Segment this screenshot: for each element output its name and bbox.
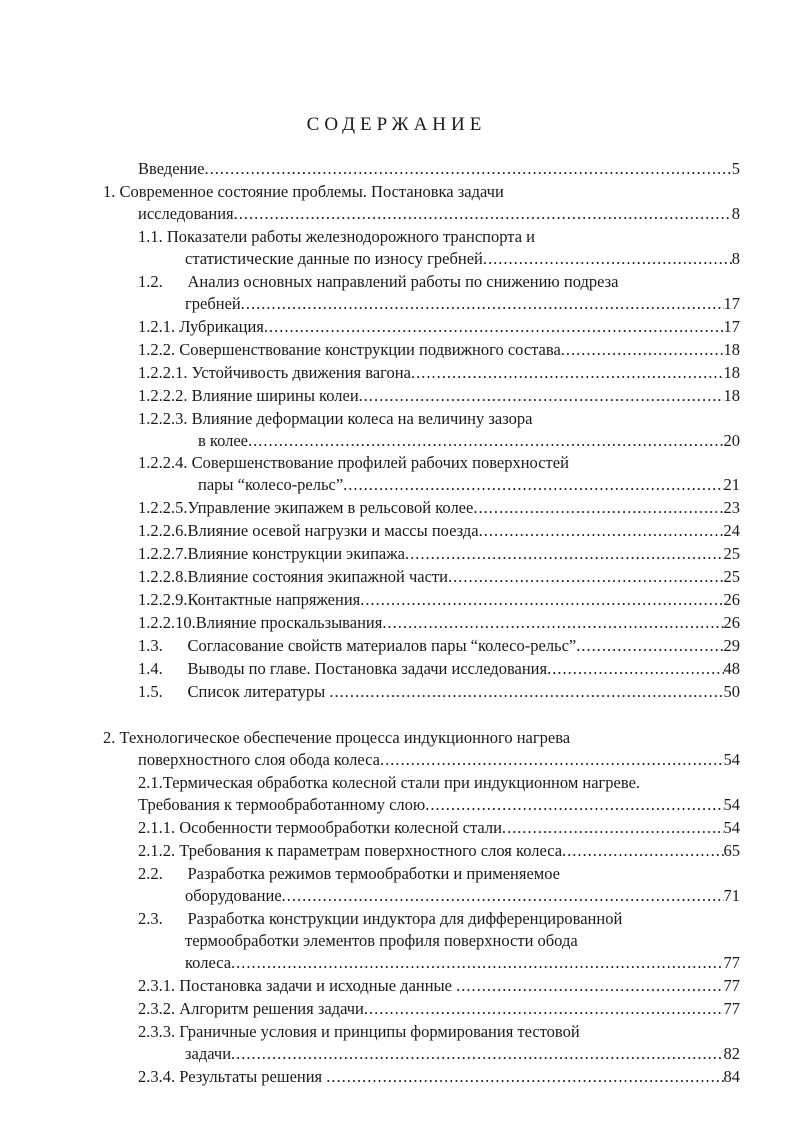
leader-dots [448, 566, 724, 588]
entry-page: 18 [723, 363, 740, 382]
toc-entry [138, 658, 740, 680]
entry-page: 8 [731, 249, 740, 268]
entry-text: колеса [185, 953, 232, 972]
toc-entry [138, 339, 740, 361]
toc-entry [138, 203, 740, 225]
toc-entry [138, 316, 740, 338]
leader-dots [205, 158, 732, 180]
toc-entry [138, 681, 740, 703]
entry-text: 1.2.2.9.Контактные напряжения [138, 590, 361, 609]
entry-text: 2.1.2. Требования к параметрам поверхностного слоя колеса [138, 841, 563, 860]
entry-page: 77 [723, 976, 740, 995]
leader-dots [561, 339, 724, 361]
entry-page: 26 [723, 613, 740, 632]
entry-page: 29 [723, 636, 740, 655]
entry-text: 1.2.1. Лубрикация [138, 317, 264, 336]
entry-text: исследования [138, 204, 234, 223]
toc-entry [138, 543, 740, 565]
leader-dots [411, 362, 724, 384]
toc-chapter-heading: 1. Современное состояние проблемы. Постановка задачи [103, 182, 504, 201]
entry-text: пары “колесо-рельс” [198, 475, 344, 494]
toc-entry-line: 1.2.2.3. Влияние деформации колеса на величину зазора [138, 409, 533, 428]
toc-entry [138, 385, 740, 407]
toc-entry [185, 248, 740, 270]
entry-page: 54 [723, 818, 740, 837]
toc-entry [185, 1043, 740, 1065]
entry-text: статистические данные по износу гребней [185, 249, 483, 268]
leader-dots [456, 975, 723, 997]
toc-entry [138, 362, 740, 384]
entry-text: 1.2.2.7.Влияние конструкции экипажа [138, 544, 405, 563]
leader-dots [425, 794, 723, 816]
entry-page: 71 [723, 886, 740, 905]
leader-dots [359, 385, 724, 407]
toc-entry [138, 589, 740, 611]
leader-dots [479, 520, 724, 542]
entry-page: 20 [723, 431, 740, 450]
toc-entry [138, 975, 740, 997]
toc-entry [138, 817, 740, 839]
toc-entry [138, 612, 740, 634]
page-title: СОДЕРЖАНИЕ [306, 114, 487, 135]
entry-page: 18 [723, 386, 740, 405]
entry-page: 26 [723, 590, 740, 609]
entry-text: гребней [185, 294, 241, 313]
toc-entry-line: 1.2. Анализ основных направлений работы по снижению подреза [138, 272, 619, 291]
entry-text: 1.2.2.2. Влияние ширины колеи [138, 386, 359, 405]
toc-entry [138, 158, 740, 180]
entry-text: в колее [198, 431, 249, 450]
entry-text: 1.2.2.5.Управление экипажем в рельсовой колее [138, 498, 474, 517]
toc-entry [138, 566, 740, 588]
leader-dots [231, 1043, 723, 1065]
leader-dots [364, 998, 724, 1020]
entry-text: 1.2.2. Совершенствование конструкции подвижного состава [138, 340, 561, 359]
toc-entry [138, 1066, 740, 1088]
leader-dots [234, 203, 732, 225]
toc-entry-line: 2.3.3. Граничные условия и принципы формирования тестовой [138, 1022, 580, 1041]
entry-page: 54 [723, 750, 740, 769]
entry-page: 17 [723, 317, 740, 336]
toc-entry-line: 1.1. Показатели работы железнодорожного транспорта и [138, 227, 535, 246]
entry-text: 1.2.2.8.Влияние состояния экипажной части [138, 567, 448, 586]
entry-page: 25 [723, 567, 740, 586]
toc-entry [138, 749, 740, 771]
entry-text: 1.2.2.6.Влияние осевой нагрузки и массы поезда [138, 521, 479, 540]
entry-page: 18 [723, 340, 740, 359]
entry-text: 2.1.1. Особенности термообработки колесной стали [138, 818, 502, 837]
toc-entry [138, 794, 740, 816]
entry-page: 24 [723, 521, 740, 540]
leader-dots [360, 589, 723, 611]
entry-text: задачи [185, 1044, 232, 1063]
entry-page: 23 [723, 498, 740, 517]
leader-dots [473, 497, 723, 519]
leader-dots [264, 316, 724, 338]
entry-page: 65 [723, 841, 740, 860]
leader-dots [329, 681, 723, 703]
toc-entry-line: 2.2. Разработка режимов термообработки и применяемое [138, 864, 560, 883]
toc-entry [185, 293, 740, 315]
toc-entry [198, 430, 740, 452]
leader-dots [562, 840, 723, 862]
entry-page: 21 [723, 475, 740, 494]
leader-dots [326, 1066, 723, 1088]
leader-dots [380, 749, 724, 771]
entry-page: 8 [731, 204, 740, 223]
entry-page: 50 [723, 682, 740, 701]
toc-chapter-heading: 2. Технологическое обеспечение процесса индукционного нагрева [103, 728, 571, 747]
leader-dots [382, 612, 723, 634]
toc-entry [185, 952, 740, 974]
entry-text: 1.5. Список литературы [138, 682, 330, 701]
entry-page: 54 [723, 795, 740, 814]
toc-entry [198, 474, 740, 496]
entry-text: Требования к термообработанному слою [138, 795, 426, 814]
toc-entry-line: 2.1.Термическая обработка колесной стали при индукционном нагреве. [138, 773, 641, 792]
entry-page: 77 [723, 999, 740, 1018]
leader-dots [231, 952, 723, 974]
toc-entry [138, 520, 740, 542]
toc-entry [138, 497, 740, 519]
leader-dots [282, 885, 724, 907]
leader-dots [502, 817, 724, 839]
entry-page: 77 [723, 953, 740, 972]
toc-entry [138, 840, 740, 862]
toc-entry [185, 885, 740, 907]
entry-page: 25 [723, 544, 740, 563]
entry-text: Введение [138, 159, 205, 178]
toc-entry [138, 635, 740, 657]
entry-text: 1.2.2.10.Влияние проскальзывания [138, 613, 383, 632]
leader-dots [576, 635, 723, 657]
leader-dots [343, 474, 723, 496]
toc-entry-line: 1.2.2.4. Совершенствование профилей рабочих поверхностей [138, 453, 569, 472]
entry-text: 2.3.1. Постановка задачи и исходные данные [138, 976, 457, 995]
toc-entry-line: термообработки элементов профиля поверхности обода [185, 931, 578, 950]
toc-entry [138, 998, 740, 1020]
leader-dots [248, 430, 723, 452]
entry-text: оборудование [185, 886, 282, 905]
entry-page: 17 [723, 294, 740, 313]
entry-page: 84 [723, 1067, 740, 1086]
leader-dots [483, 248, 732, 270]
entry-page: 82 [723, 1044, 740, 1063]
entry-page: 5 [731, 159, 740, 178]
entry-page: 48 [723, 659, 740, 678]
leader-dots [547, 658, 723, 680]
entry-text: 2.3.2. Алгоритм решения задачи [138, 999, 364, 1018]
entry-text: 1.3. Согласование свойств материалов пары “колесо-рельс” [138, 636, 577, 655]
entry-text: поверхностного слоя обода колеса [138, 750, 380, 769]
leader-dots [405, 543, 724, 565]
entry-text: 2.3.4. Результаты решения [138, 1067, 327, 1086]
leader-dots [241, 293, 724, 315]
entry-text: 1.2.2.1. Устойчивость движения вагона [138, 363, 411, 382]
entry-text: 1.4. Выводы по главе. Постановка задачи исследования [138, 659, 548, 678]
toc-entry-line: 2.3. Разработка конструкции индуктора для дифференцированной [138, 909, 623, 928]
